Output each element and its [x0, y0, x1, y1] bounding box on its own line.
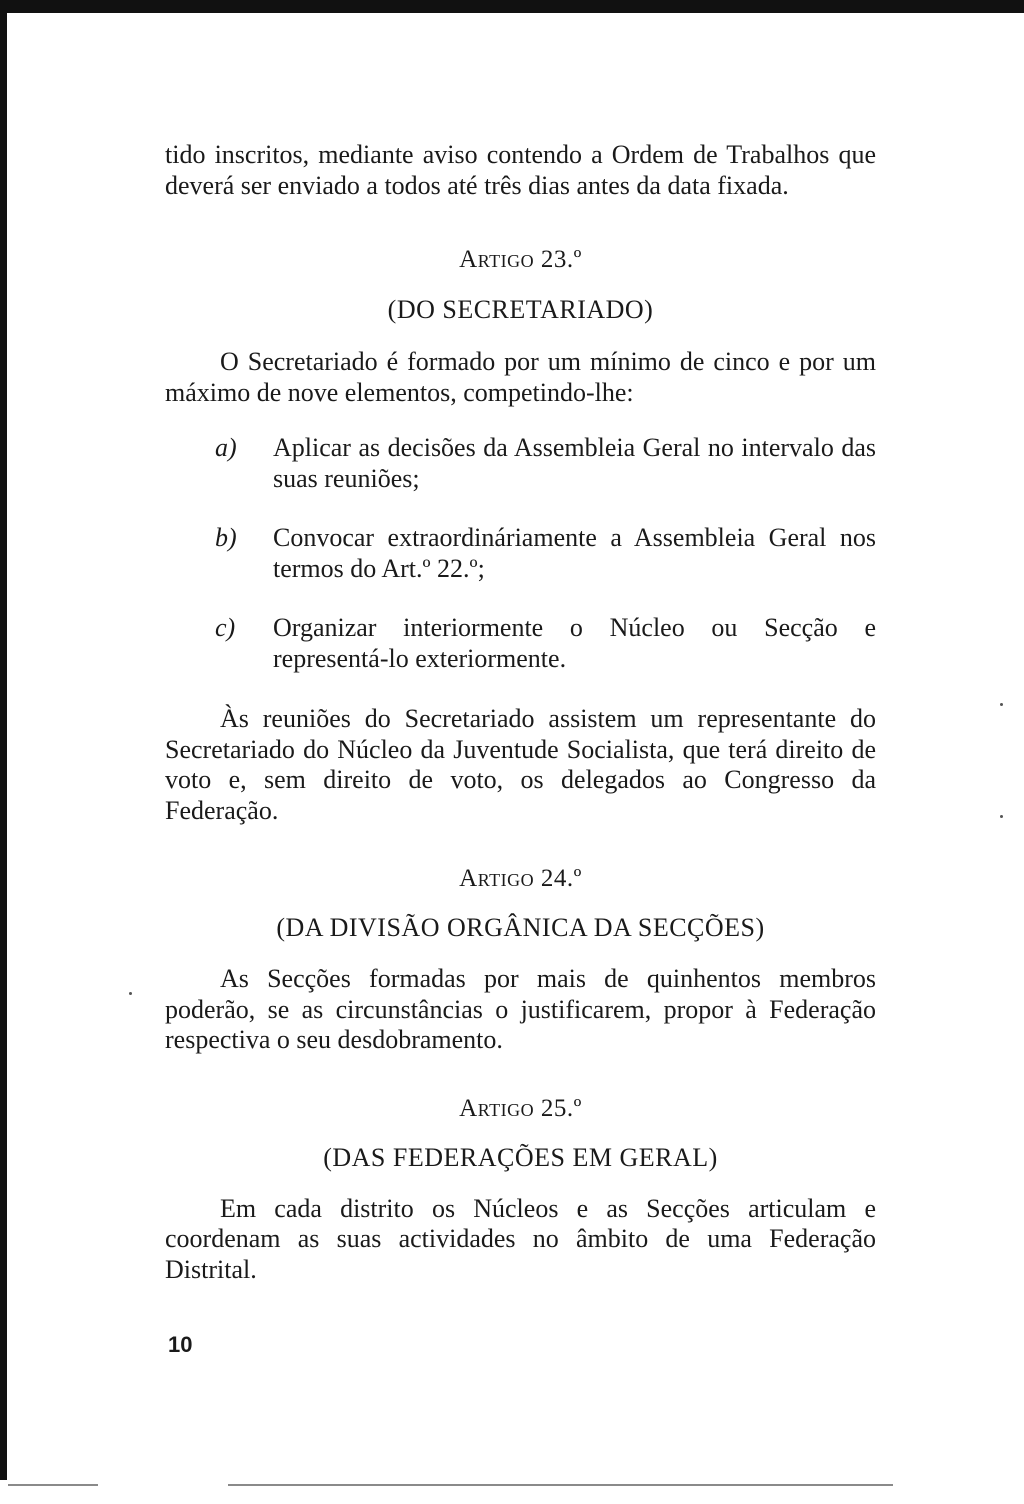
list-item-letter: a)	[215, 433, 237, 462]
scan-bottom-line	[228, 1484, 893, 1486]
article-23-paragraph: O Secretariado é formado por um mínimo de cinco e por um máximo de nove elementos, competindo-lhe:	[165, 347, 876, 407]
list-item-letter: b)	[215, 523, 237, 552]
article-23-closing-paragraph: Às reuniões do Secretariado assistem um representante do Secretariado do Núcleo da Juventude Socialista, que terá direito de voto e, sem direito de voto, os delegados ao Congresso da Federação.	[165, 704, 876, 825]
article-25-paragraph: Em cada distrito os Núcleos e as Secções articulam e coordenam as suas actividades no âmbito de uma Federação Distrital.	[165, 1193, 876, 1284]
list-item-letter: c)	[215, 613, 236, 642]
scan-speck	[1000, 703, 1003, 706]
list-item-text: Convocar extraordináriamente a Assembleia Geral nos termos do Art.º 22.º;	[273, 523, 876, 583]
article-25-heading: (DAS FEDERAÇÕES EM GERAL)	[323, 1142, 718, 1172]
article-24-paragraph: As Secções formadas por mais de quinhentos membros poderão, se as circunstâncias o justificarem, propor à Federação respectiva o seu desdobramento.	[165, 964, 876, 1054]
scan-left-border	[0, 0, 7, 1480]
list-item-text: Aplicar as decisões da Assembleia Geral no intervalo das suas reuniões;	[273, 433, 876, 493]
document-page	[165, 140, 876, 1285]
scan-speck	[129, 992, 132, 995]
list-item-a	[215, 433, 876, 494]
article-24-number: Artigo 24.º	[459, 865, 582, 892]
article-24-heading: (DA DIVISÃO ORGÂNICA DA SECÇÕES)	[276, 913, 765, 942]
article-23-number: Artigo 23.º	[459, 246, 582, 273]
article-23-heading: (DO SECRETARIADO)	[387, 295, 654, 324]
list-item-b	[215, 523, 876, 584]
list-item-c	[215, 613, 876, 674]
scan-speck	[1000, 815, 1003, 818]
scan-top-border	[0, 0, 1024, 13]
list-item-text: Organizar interiormente o Núcleo ou Secção e representá-lo exteriormente.	[273, 613, 876, 673]
page-number: 10	[168, 1332, 193, 1357]
article-25-number: Artigo 25.º	[459, 1094, 582, 1122]
scan-bottom-mark	[8, 1484, 98, 1486]
intro-paragraph: tido inscritos, mediante aviso contendo a Ordem de Trabalhos que deverá ser enviado a todos até três dias antes da data fixada.	[165, 140, 876, 200]
